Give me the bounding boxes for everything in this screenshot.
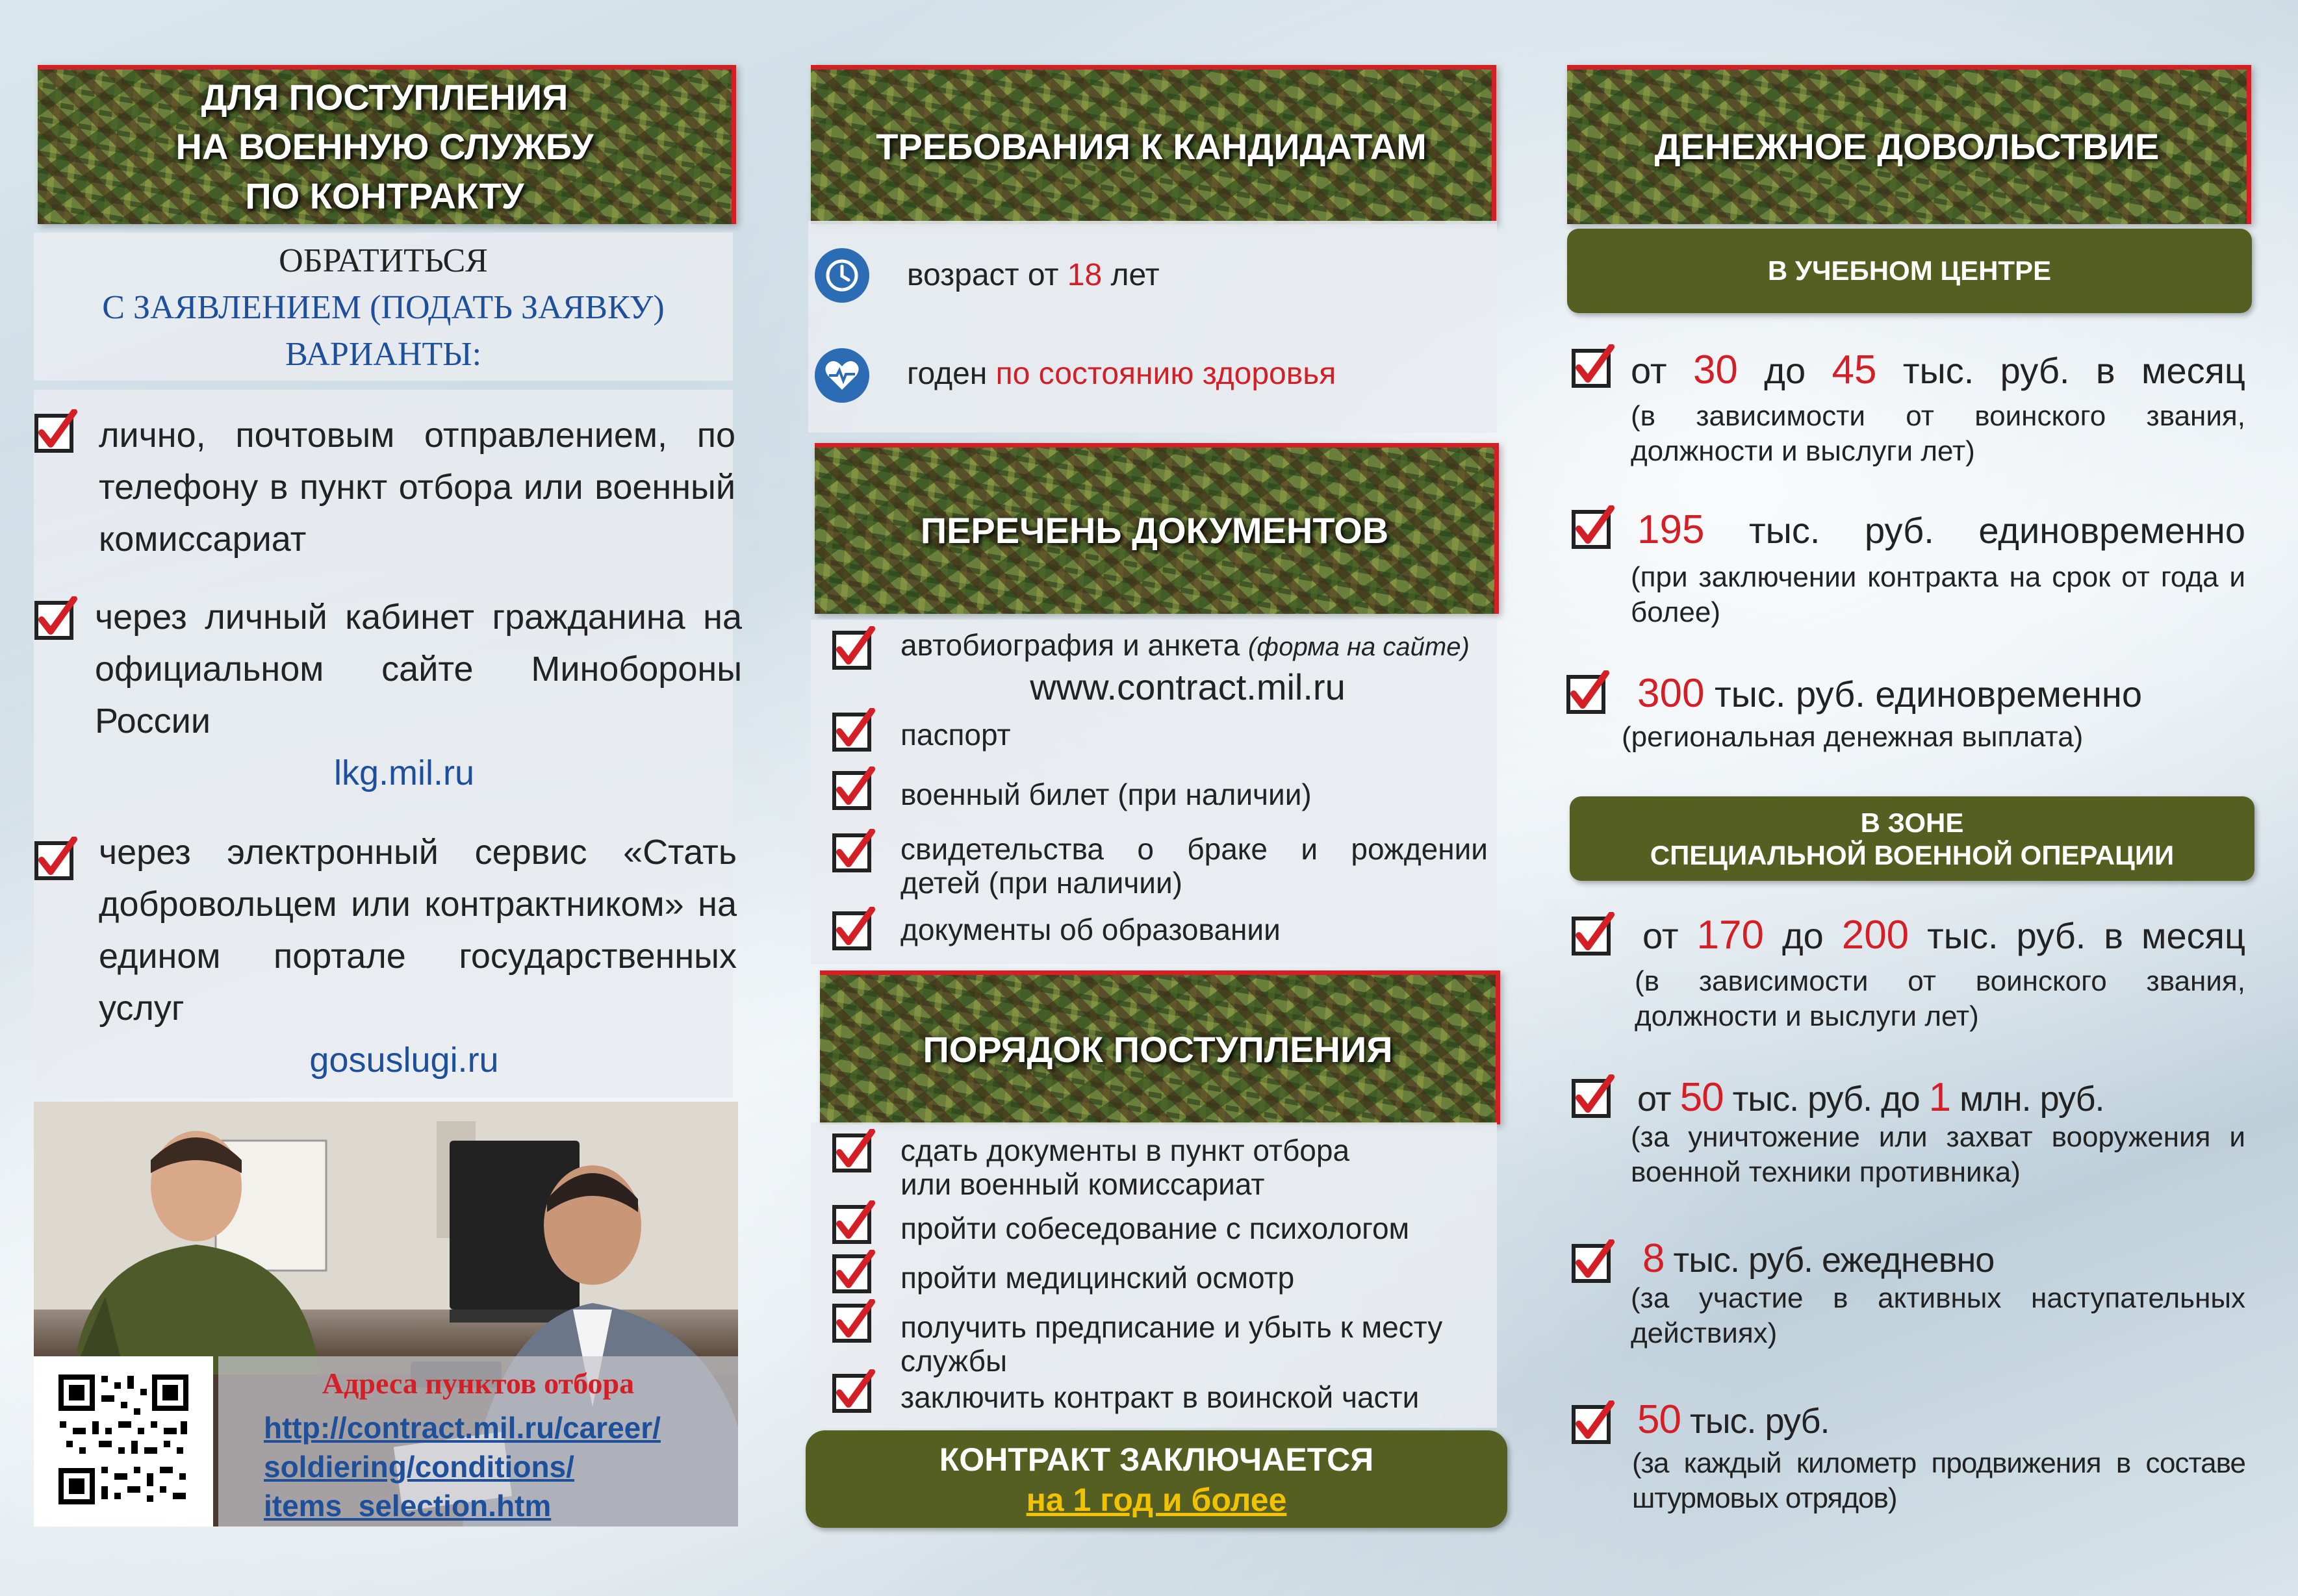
pay-regional bbox=[1637, 668, 2142, 720]
apply-heading bbox=[34, 238, 733, 378]
pay-regional-note: (региональная денежная выплата) bbox=[1622, 721, 2084, 753]
apply-line1: ОБРАТИТЬСЯ bbox=[279, 242, 488, 279]
requirement-health-prefix: годен bbox=[907, 357, 996, 391]
pay-training-monthly-note: (в зависимости от воинского звания, должности и выслуги лет) bbox=[1631, 400, 2245, 467]
requirement-age-number: 18 bbox=[1067, 258, 1103, 292]
pay-per-km-note: (за каждый километр продвижения в составе штурмовых отрядов) bbox=[1632, 1447, 2245, 1514]
checkbox-icon bbox=[34, 596, 79, 642]
checkbox-icon bbox=[34, 837, 79, 882]
pay-svo-monthly-note: (в зависимости от воинского звания, должности и выслуги лет) bbox=[1635, 965, 2245, 1032]
pay-svo-monthly-max: 200 bbox=[1841, 913, 1909, 957]
document-certificates-line1: свидетельства о браке и рождении bbox=[900, 832, 1488, 866]
checkbox-icon bbox=[832, 766, 877, 812]
checkbox-icon bbox=[832, 829, 877, 874]
pay-training-monthly-min: 30 bbox=[1692, 348, 1738, 392]
requirements-banner bbox=[811, 65, 1496, 224]
addresses-title: Адреса пунктов отбора bbox=[322, 1367, 635, 1400]
addresses-link[interactable] bbox=[264, 1408, 661, 1525]
options-panel bbox=[34, 390, 742, 1098]
checkbox-icon bbox=[832, 907, 877, 952]
pay-regional-unit: тыс. руб. единовременно bbox=[1704, 674, 2142, 715]
documents-banner bbox=[815, 443, 1499, 614]
contract-term-box bbox=[806, 1430, 1507, 1528]
checkbox-icon bbox=[1571, 505, 1616, 551]
pay-svo-monthly-from: от bbox=[1642, 915, 1697, 956]
pay-svo-monthly-unit: тыс. руб. в месяц bbox=[1909, 915, 2246, 956]
requirement-age-prefix: возраст от bbox=[907, 258, 1067, 292]
svo-zone-label-line2: СПЕЦИАЛЬНОЙ ВОЕННОЙ ОПЕРАЦИИ bbox=[1650, 840, 2175, 870]
document-autobiography bbox=[900, 627, 1470, 665]
contract-term-line2: на 1 год и более bbox=[1026, 1482, 1287, 1518]
qr-code-icon bbox=[34, 1356, 213, 1526]
checkbox-icon bbox=[1571, 912, 1616, 957]
procedure-panel bbox=[811, 1122, 1497, 1428]
document-military-id: военный билет (при наличии) bbox=[900, 778, 1312, 811]
requirement-health bbox=[907, 348, 1336, 400]
step-medical: пройти медицинский осмотр bbox=[900, 1261, 1295, 1295]
svo-zone-label-line1: В ЗОНЕ bbox=[1860, 807, 1964, 838]
pay-equipment-note: (за уничтожение или захват вооружения и военной техники противника) bbox=[1631, 1121, 2245, 1188]
pay-one-time-amount: 195 bbox=[1637, 507, 1705, 552]
pay-training-monthly-max: 45 bbox=[1832, 348, 1877, 392]
pay-one-time bbox=[1637, 504, 2245, 557]
checkbox-icon bbox=[832, 1299, 877, 1345]
pay-per-km-unit: тыс. руб. bbox=[1680, 1402, 1830, 1441]
pay-training-monthly-to: до bbox=[1737, 350, 1832, 391]
pay-daily-amount: 8 bbox=[1642, 1236, 1665, 1281]
pay-per-km bbox=[1637, 1394, 1830, 1447]
pay-svo-monthly-to: до bbox=[1763, 915, 1842, 956]
clock-icon bbox=[815, 248, 869, 303]
addresses-url-line2: soldiering/conditions/ bbox=[264, 1450, 574, 1484]
checkbox-icon bbox=[832, 1250, 877, 1295]
step-orders-line1: получить предписание и убыть к месту bbox=[900, 1310, 1443, 1344]
requirement-age-suffix: лет bbox=[1102, 258, 1160, 292]
pay-svo-monthly-min: 170 bbox=[1696, 913, 1764, 957]
checkbox-icon bbox=[34, 409, 79, 455]
training-center-label: В УЧЕБНОМ ЦЕНТРЕ bbox=[1567, 229, 2252, 313]
pay-regional-amount: 300 bbox=[1637, 671, 1705, 716]
option-gosuslugi: через электронный сервис «Стать добровольцем или контрактником» на едином портале государственных услуг bbox=[99, 833, 737, 1028]
pay-one-time-unit: тыс. руб. единовременно bbox=[1704, 510, 2245, 551]
contract-term-line1: КОНТРАКТ ЗАКЛЮЧАЕТСЯ bbox=[939, 1441, 1374, 1478]
pay-daily-unit: тыс. руб. ежедневно bbox=[1664, 1241, 1995, 1280]
document-autobiography-text: автобиография и анкета bbox=[900, 628, 1240, 662]
pay-one-time-note: (при заключении контракта на срок от года и более) bbox=[1631, 561, 2245, 628]
requirement-health-text: по состоянию здоровья bbox=[995, 357, 1336, 391]
checkbox-icon bbox=[832, 1200, 877, 1246]
pay-svo-monthly bbox=[1642, 909, 2245, 962]
col1-title-banner bbox=[38, 65, 736, 224]
pay-daily bbox=[1642, 1233, 1994, 1286]
apply-panel bbox=[34, 233, 733, 381]
checkbox-icon bbox=[832, 708, 877, 754]
step-contract: заключить контракт в воинской части bbox=[900, 1380, 1420, 1414]
pay-equipment-mid: тыс. руб. до bbox=[1723, 1080, 1929, 1119]
documents-title: ПЕРЕЧЕНЬ ДОКУМЕНТОВ bbox=[920, 510, 1389, 551]
pay-daily-note: (за участие в активных наступательных действиях) bbox=[1631, 1282, 2245, 1349]
svo-zone-label bbox=[1570, 796, 2254, 881]
pay-equipment-max: 1 bbox=[1928, 1075, 1951, 1120]
pay-banner bbox=[1567, 65, 2251, 224]
step-submit-line1: сдать документы в пункт отбора bbox=[900, 1134, 1350, 1167]
step-submit-line2: или военный комиссариат bbox=[900, 1167, 1265, 1201]
checkbox-icon bbox=[832, 1129, 877, 1174]
pay-training-monthly bbox=[1631, 344, 2245, 397]
document-education: документы об образовании bbox=[900, 913, 1281, 946]
documents-panel bbox=[811, 620, 1497, 964]
apply-line2: С ЗАЯВЛЕНИЕМ (ПОДАТЬ ЗАЯВКУ) bbox=[102, 289, 665, 326]
document-certificates-line2: детей (при наличии) bbox=[900, 866, 1182, 900]
pay-equipment-min: 50 bbox=[1679, 1075, 1724, 1120]
link-gosuslugi[interactable]: gosuslugi.ru bbox=[309, 1041, 499, 1080]
checkbox-icon bbox=[832, 626, 877, 672]
document-passport: паспорт bbox=[900, 718, 1011, 752]
procedure-banner bbox=[820, 970, 1500, 1124]
pay-title: ДЕНЕЖНОЕ ДОВОЛЬСТВИЕ bbox=[1654, 126, 2160, 167]
procedure-title: ПОРЯДОК ПОСТУПЛЕНИЯ bbox=[923, 1029, 1393, 1070]
option-personal-cabinet: через личный кабинет гражданина на официальном сайте Минобороны России bbox=[95, 598, 742, 741]
document-autobiography-note: (форма на сайте) bbox=[1248, 633, 1470, 661]
step-orders-line2: службы bbox=[900, 1344, 1008, 1378]
pay-training-monthly-from: от bbox=[1631, 350, 1693, 391]
pay-equipment-unit: млн. руб. bbox=[1950, 1080, 2104, 1119]
option-in-person: лично, почтовым отправлением, по телефону в пункт отбора или военный комиссариат bbox=[99, 416, 735, 559]
apply-line3: ВАРИАНТЫ: bbox=[285, 336, 482, 373]
pay-training-monthly-unit: тыс. руб. в месяц bbox=[1876, 350, 2246, 391]
addresses-text-box bbox=[218, 1356, 738, 1526]
addresses-url-line1: http://contract.mil.ru/career/ bbox=[264, 1411, 661, 1445]
checkbox-icon bbox=[1571, 344, 1616, 390]
link-contract-mil[interactable]: www.contract.mil.ru bbox=[1030, 666, 1346, 707]
step-psychologist: пройти собеседование с психологом bbox=[900, 1211, 1410, 1245]
addresses-url-line3: items_selection.htm bbox=[264, 1489, 552, 1523]
pay-equipment-from: от bbox=[1637, 1080, 1680, 1119]
checkbox-icon bbox=[832, 1369, 877, 1415]
checkbox-icon bbox=[1571, 1239, 1616, 1285]
requirements-title: ТРЕБОВАНИЯ К КАНДИДАТАМ bbox=[876, 126, 1427, 167]
checkbox-icon bbox=[1571, 1400, 1616, 1446]
link-lkg[interactable]: lkg.mil.ru bbox=[333, 754, 475, 792]
checkbox-icon bbox=[1566, 670, 1611, 716]
heart-pulse-icon bbox=[815, 348, 869, 403]
pay-equipment bbox=[1637, 1072, 2104, 1125]
requirement-age bbox=[907, 249, 1160, 301]
pay-per-km-amount: 50 bbox=[1637, 1397, 1681, 1442]
col1-title: ДЛЯ ПОСТУПЛЕНИЯ НА ВОЕННУЮ СЛУЖБУ ПО КОНТРАКТУ bbox=[175, 77, 594, 216]
requirements-panel bbox=[808, 221, 1497, 433]
addresses-box bbox=[34, 1356, 738, 1526]
checkbox-icon bbox=[1571, 1074, 1616, 1120]
